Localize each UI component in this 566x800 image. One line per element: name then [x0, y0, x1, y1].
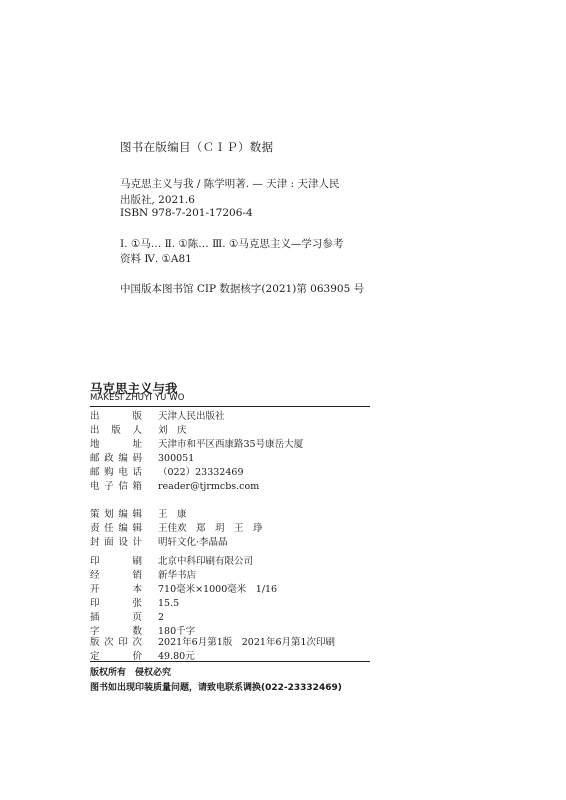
info-label: 邮 购 电 话: [90, 467, 142, 478]
divider-top: [90, 406, 370, 407]
info-label: 经 销: [90, 570, 142, 581]
info-label: 印 张: [90, 598, 142, 609]
cip-isbn: ISBN 978-7-201-17206-4: [120, 207, 253, 219]
info-value: 天津市和平区西康路35号康岳大厦: [158, 439, 304, 450]
book-title: 马克思主义与我: [90, 381, 178, 396]
divider-bottom: [90, 661, 370, 662]
info-label: 出 版: [90, 411, 142, 422]
quality-notice: 图书如出现印装质量问题，请致电联系调换(022-23332469): [90, 683, 342, 693]
info-value: 710毫米×1000毫米 1/16: [158, 584, 278, 595]
info-label: 开 本: [90, 584, 142, 595]
info-label: 责 任 编 辑: [90, 523, 142, 534]
info-label: 出 版 人: [90, 425, 142, 436]
cip-title: 图书在版编目（ＣＩＰ）数据: [120, 140, 274, 154]
info-value: reader@tjrmcbs.com: [158, 481, 260, 492]
info-value: 刘 庆: [158, 425, 187, 436]
info-label: 版 次 印 次: [90, 637, 142, 648]
info-value: 2021年6月第1版 2021年6月第1次印刷: [158, 637, 336, 648]
info-label: 字 数: [90, 626, 142, 637]
info-value: 北京中科印刷有限公司: [158, 556, 254, 567]
info-label: 定 价: [90, 651, 142, 662]
cip-publisher-line: 出版社, 2021.6: [120, 194, 195, 206]
cip-record-number: 中国版本图书馆 CIP 数据核字(2021)第 063905 号: [120, 283, 365, 295]
info-label: 邮 政 编 码: [90, 453, 142, 464]
info-label: 插 页: [90, 612, 142, 623]
info-label: 封 面 设 计: [90, 537, 142, 548]
info-value: 明轩文化·李晶晶: [158, 537, 228, 548]
cip-subject-line: Ⅰ. ①马… Ⅱ. ①陈… Ⅲ. ①马克思主义—学习参考: [120, 238, 344, 250]
info-value: 49.80元: [158, 651, 195, 662]
info-value: 天津人民出版社: [158, 411, 225, 422]
info-label: 印 刷: [90, 556, 142, 567]
info-label: 电 子 信 箱: [90, 481, 142, 492]
info-value: （022）23332469: [158, 467, 244, 478]
info-value: 15.5: [158, 598, 180, 609]
info-value: 180千字: [158, 626, 196, 637]
info-value: 王佳欢 郑 玥 王 琤: [158, 523, 263, 534]
info-value: 王 康: [158, 509, 187, 520]
info-label: 地 址: [90, 439, 142, 450]
cip-classification-line: 资料 Ⅳ. ①A81: [120, 253, 192, 265]
info-value: 新华书店: [158, 570, 197, 581]
info-value: 2: [158, 612, 165, 623]
info-label: 策 划 编 辑: [90, 509, 142, 520]
copyright-notice: 版权所有 侵权必究: [90, 668, 172, 678]
book-title-pinyin: MAKESI ZHUYI YU WO: [90, 393, 185, 403]
info-value: 300051: [158, 453, 195, 464]
cip-bibliographic-line: 马克思主义与我 / 陈学明著. — 天津 : 天津人民: [120, 178, 340, 190]
